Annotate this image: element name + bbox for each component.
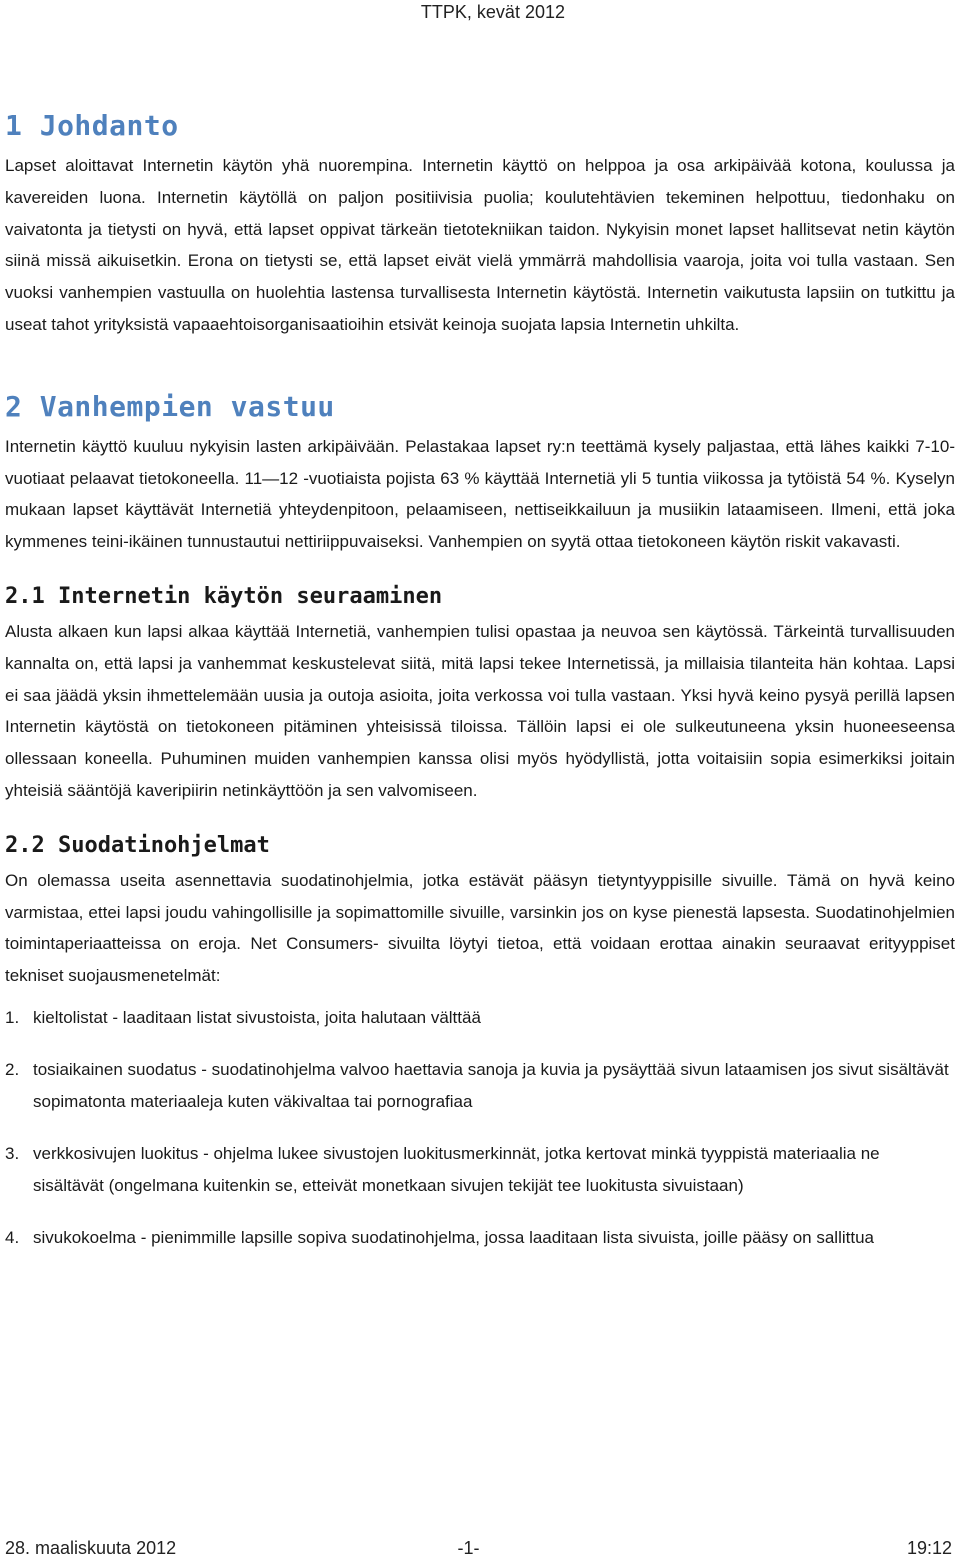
list-item-number: 4. [5,1227,20,1247]
footer-time: 19:12 [906,1538,952,1558]
list-item-number: 2. [5,1059,20,1079]
list-item-text: sivukokoelma - pienimmille lapsille sopiva suodatinohjelma, jossa laaditaan lista sivuista, joille pääsy on sallittua [33,1227,874,1247]
intro-text-b: Internetin käytöllä on paljon positiivisia puolia; koulutehtävien tekeminen helpottuu, tiedonhaku on vaivatonta ja tietysti on hyvä, että lapset oppivat tärkeän tietotekniikan taidon. [5,187,955,239]
list-item-number: 3. [5,1143,20,1163]
heading-johdanto: 1 Johdanto [5,109,179,142]
intro-text-a: Lapset aloittavat Internetin käytön yhä nuorempina. Internetin käyttö on helppoa ja osa arkipäivää kotona, koulussa ja kavereiden luona. [5,156,955,207]
list-item [5,1138,955,1202]
paragraph-filters: On olemassa useita asennettavia suodatinohjelmia, jotka estävät pääsyn tietyntyyppisille sivuille. Tämä on hyvä keino varmistaa, ettei lapsi joudu vahingollisille ja sopimattomille sivuille, varsinkin jos on kyse pienestä lapsesta. Suodatinohjelmien toimintaperiaatteissa on eroja. Net Consumers- sivuilta löytyi tietoa, että voidaan erottaa ainakin seuraavat erityyppiset tekniset suojausmenetelmät: [5,870,955,986]
heading-vanhempien-vastuu: 2 Vanhempien vastuu [5,389,335,423]
list-item-text: tosiaikainen suodatus - suodatinohjelma valvoo haettavia sanoja ja kuvia ja pysäyttää sivun lataamisen jos sivut sisältävät sopimatonta materiaaleja kuten väkivaltaa tai pornografiaa [33,1059,949,1111]
paragraph-responsibility: Internetin käyttö kuuluu nykyisin lasten arkipäivään. Pelastakaa lapset ry:n teettämä kysely paljastaa, että lähes kaikki 7-10-vuotiaat pelaavat tietokoneella. 11—12 -vuotiaista pojista 63 % käyttää Internetiä yli 5 tuntia viikossa ja tytöistä 54 %. Kyselyn mukaan lapset käyttävät Internetiä yhteydenpitoon, pelaamiseen, nettiseikkailuun ja musiikin lataamiseen. Ilmeni, että joka kymmenes teini-ikäinen tunnustautui nettiriippuvaiseksi. Vanhempien on syytä ottaa tietokoneen käytön riskit vakavasti. [5,436,955,552]
page-header: TTPK, kevät 2012 [420,2,565,22]
list-item-text: verkkosivujen luokitus - ohjelma lukee sivustojen luokitusmerkinnät, jotka kertovat minkä tyyppistä materiaalia ne sisältävät (ongelmana kuitenkin se, etteivät monetkaan sivujen tekijät tee luokitusta sivuistaan) [33,1143,880,1195]
heading-kayton-seuraaminen: 2.1 Internetin käytön seuraaminen [5,583,443,609]
footer-date: 28. maaliskuuta 2012 [5,1538,177,1558]
heading-suodatinohjelmat: 2.2 Suodatinohjelmat [5,832,270,858]
list-item-text: kieltolistat - laaditaan listat sivustoista, joita halutaan välttää [33,1007,481,1027]
list-item-number: 1. [5,1007,20,1027]
list-item [5,1222,955,1254]
page-footer [5,1538,952,1562]
document-body [5,108,955,1274]
intro-text-c: Nykyisin monet lapset hallitsevat netin käytön siinä missä aikuisetkin. Erona on tietysti se, että lapset eivät vielä ymmärrä mahdollisia vaaroja, joita voi tulla vastaan. Sen vuoksi vanhempien vastuulla on huolehtia lastensa turvallisesta Internetin käytöstä. Internetin vaikutusta lapsiin on tutkittu ja useat tahot yrityksistä vapaaehtoisorganisaatioihin etsivät keinoja suojata lapsia Internetin uhkilta. [5,219,955,334]
filter-method-list [5,1002,955,1254]
list-item [5,1002,955,1034]
list-item [5,1054,955,1118]
paragraph-intro [5,150,955,341]
paragraph-monitoring: Alusta alkaen kun lapsi alkaa käyttää Internetiä, vanhempien tulisi opastaa ja neuvoa sen käytössä. Tärkeintä turvallisuuden kannalta on, että lapsi ja vanhemmat keskustelevat siitä, mitä lapsi tekee Internetissä, ja millaisia tilanteita hän kohtaa. Lapsi ei saa jäädä yksin ihmettelemään uusia ja outoja asioita, joita verkossa voi tulla vastaan. Yksi hyvä keino pysyä perillä lapsen Internetin käytöstä on tietokoneen pitäminen yhteisissä tiloissa. Tällöin lapsi ei ole sulkeutuneena yksin huoneeseensa ollessaan koneella. Puhuminen muiden vanhempien kanssa olisi myös hyödyllistä, jotta voitaisiin sopia esimerkiksi joitain yhteisiä sääntöjä kaveripiirin netinkäyttöön ja sen valvomiseen. [5,621,955,800]
footer-page-number: -1- [457,1538,480,1558]
